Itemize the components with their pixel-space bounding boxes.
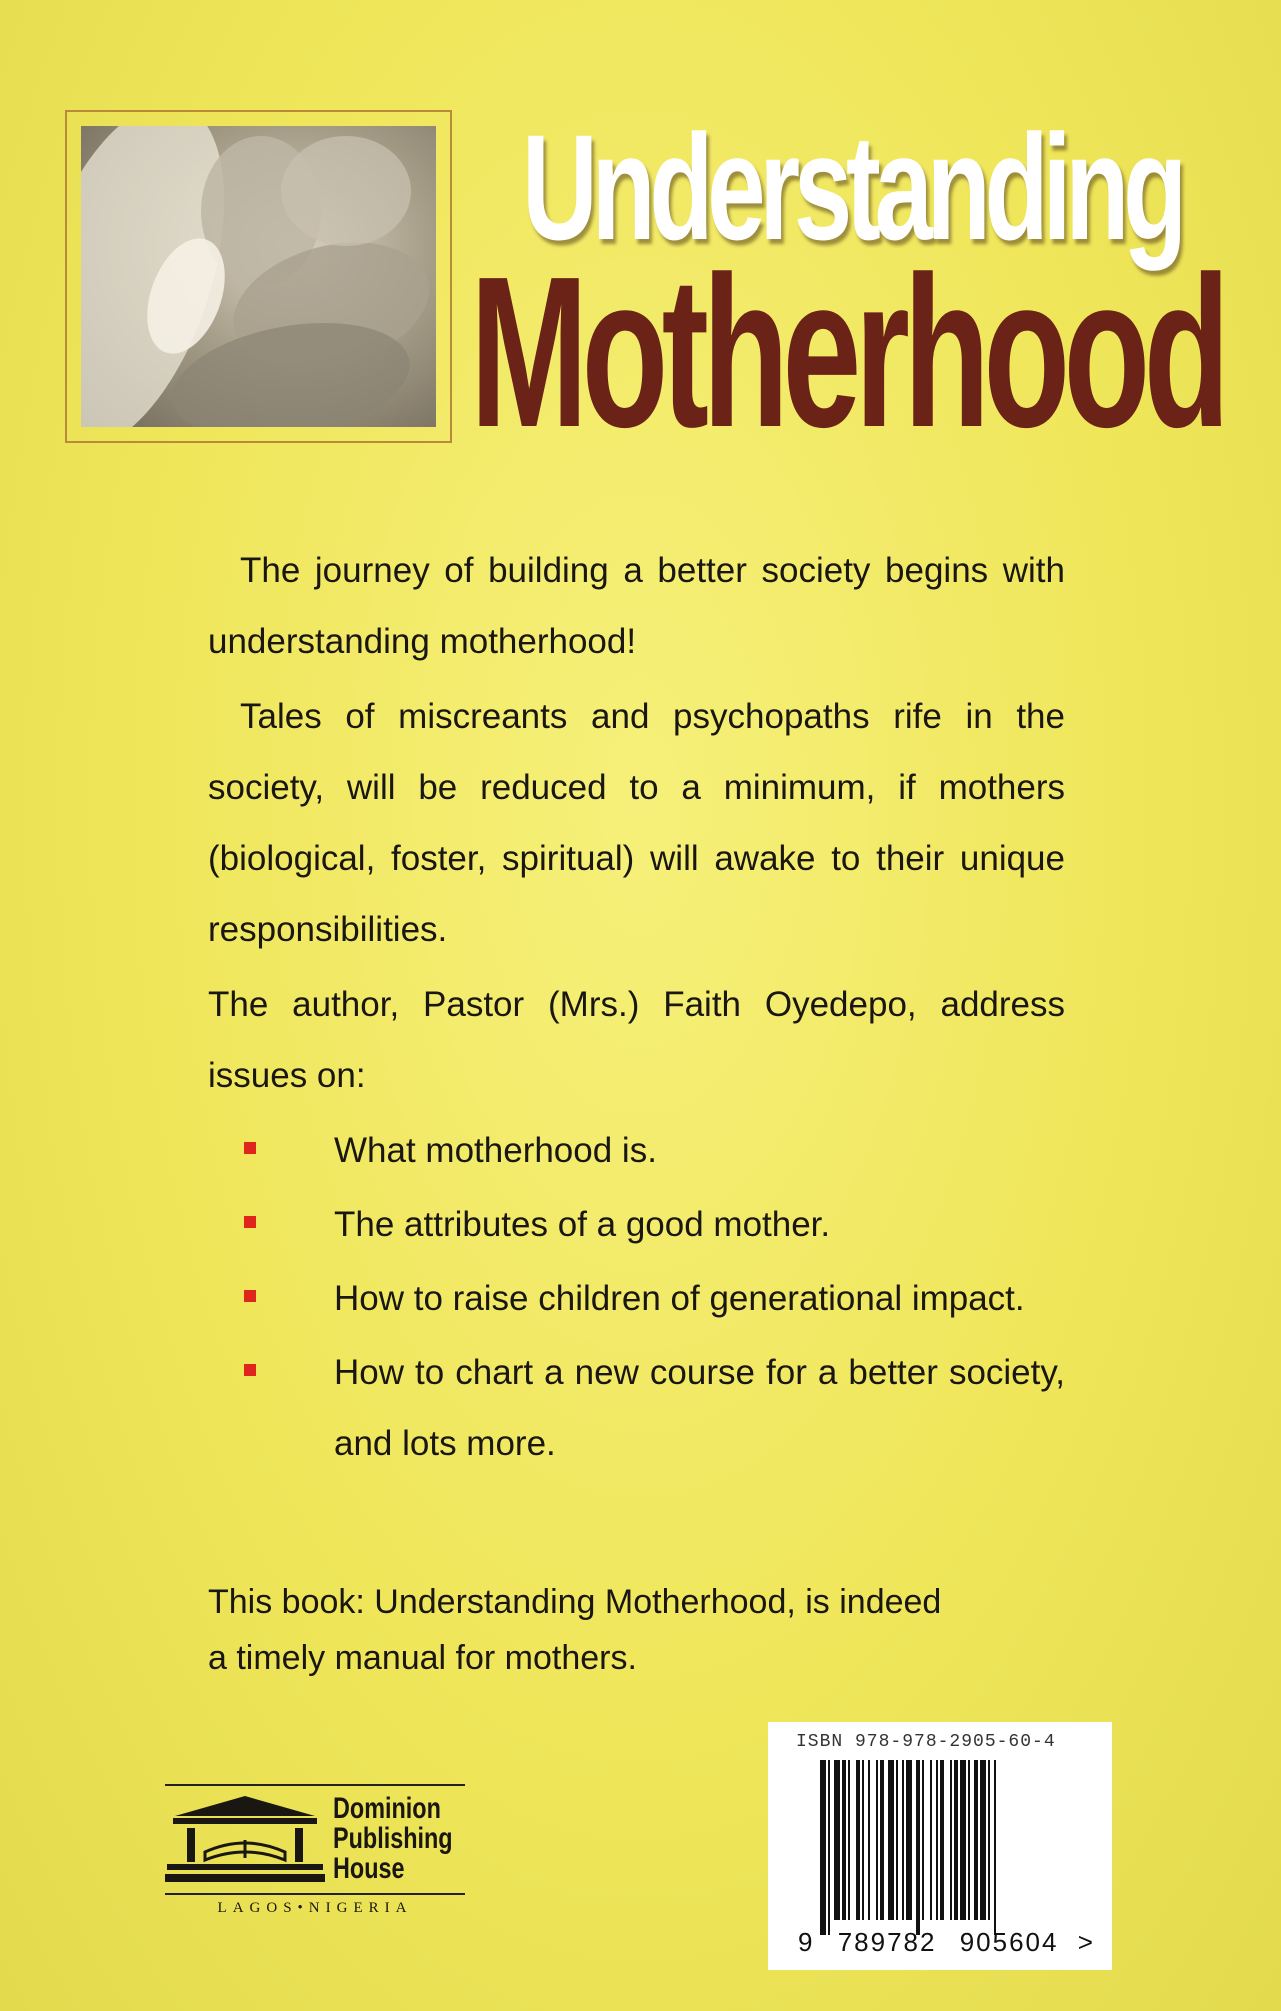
bullet-square-icon <box>244 1216 256 1228</box>
publisher-location: LAGOS•NIGERIA <box>217 1900 413 1916</box>
publisher-logo <box>165 1780 465 1925</box>
closing-line-2: a timely manual for mothers. <box>208 1639 637 1677</box>
publisher-name: Dominion Publishing House <box>333 1792 453 1885</box>
temple-book-icon <box>165 1794 325 1886</box>
cover-photo-frame <box>65 110 452 443</box>
bullet-square-icon <box>244 1290 256 1302</box>
title-understanding: Understanding <box>522 103 1181 271</box>
bullet-square-icon <box>244 1142 256 1154</box>
blurb-paragraph-3: The author, Pastor (Mrs.) Faith Oyedepo, address issues on: <box>208 985 1065 1095</box>
topic-item: How to raise children of generational impact. <box>208 1263 1065 1334</box>
title-motherhood: Motherhood <box>470 231 1224 472</box>
topic-list <box>208 1115 1065 1479</box>
blurb <box>208 535 1065 1482</box>
barcode-digits: 9 789782 905604 > <box>798 1927 1095 1957</box>
book-title <box>470 103 1260 472</box>
isbn-barcode <box>768 1722 1112 1970</box>
closing-statement <box>208 1574 1065 1686</box>
hands-photo <box>81 126 436 427</box>
blurb-paragraph-2: Tales of miscreants and psychopaths rife in the society, will be reduced to a minimum, if mothers (biological, foster, spiritual) will awake to their unique responsibilities. <box>208 697 1065 949</box>
isbn-text: ISBN 978-978-2905-60-4 <box>796 1732 1056 1752</box>
closing-line-1: This book: Understanding Motherhood, is indeed <box>208 1583 942 1621</box>
topic-item: The attributes of a good mother. <box>208 1189 1065 1260</box>
blurb-paragraph-1: The journey of building a better society begins with understanding motherhood! <box>208 551 1065 661</box>
barcode-bars-icon <box>820 1760 1060 1935</box>
topic-item: How to chart a new course for a better society, and lots more. <box>208 1337 1065 1479</box>
topic-item: What motherhood is. <box>208 1115 1065 1186</box>
bullet-square-icon <box>244 1364 256 1376</box>
